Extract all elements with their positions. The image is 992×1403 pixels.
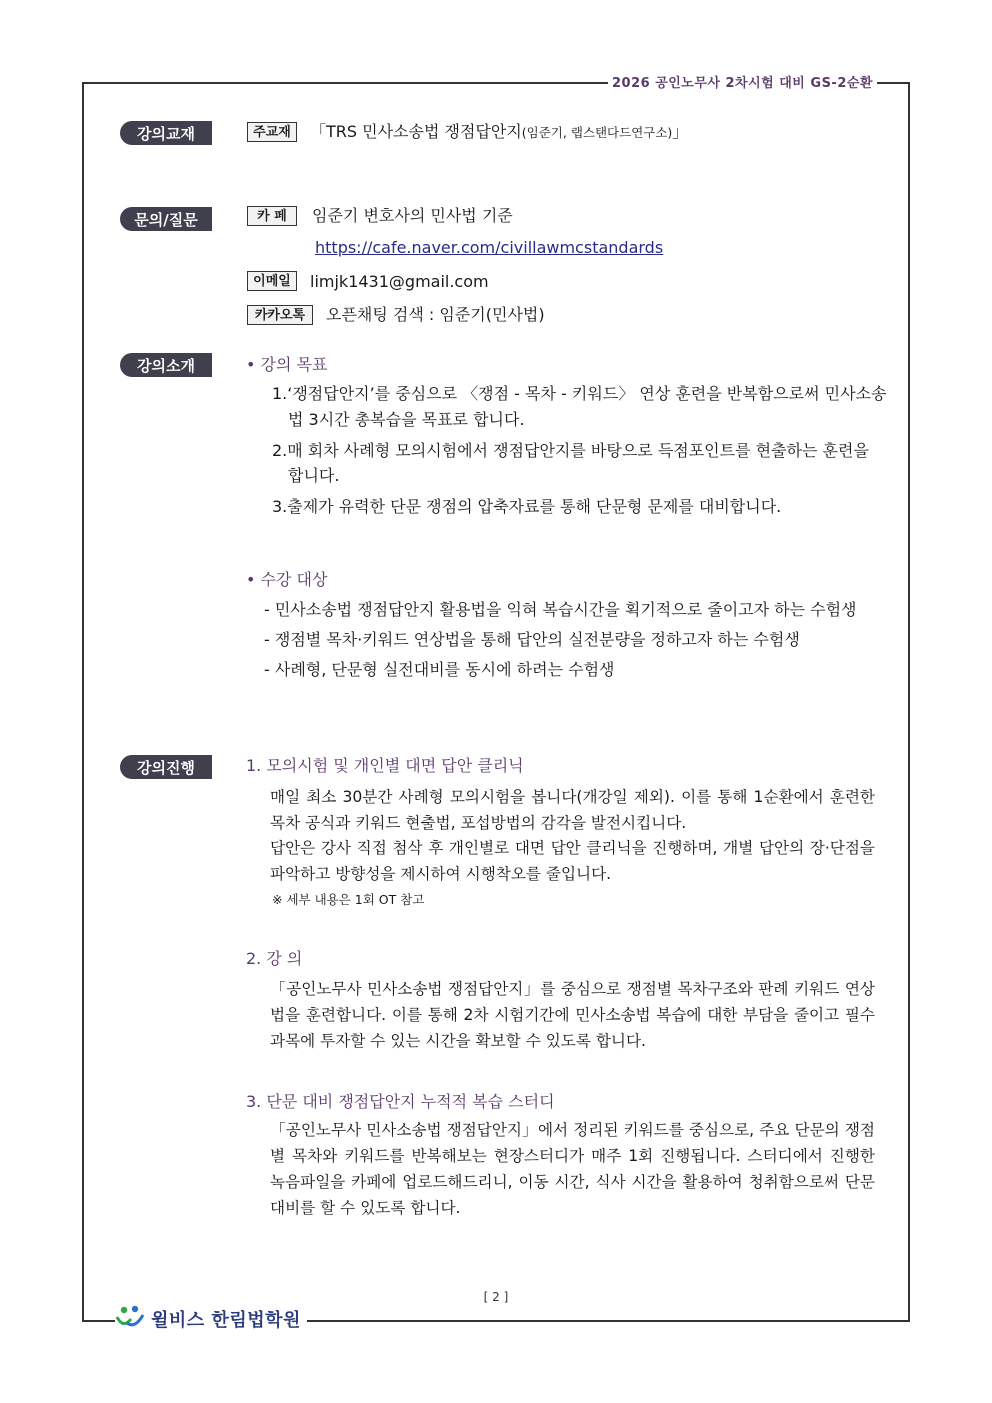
frame-left-line: [82, 82, 84, 1322]
header-title: 2026 공인노무사 2차시험 대비 GS-2순환: [608, 72, 877, 91]
cafe-name: 임준기 변호사의 민사법 기준: [312, 206, 513, 225]
tag-kakao: 카카오톡: [247, 305, 313, 325]
tag-cafe: 카 페: [247, 206, 297, 226]
target-item-2: - 쟁점별 목차·키워드 연상법을 통해 답안의 실전분량을 정하고자 하는 수험생: [264, 630, 800, 649]
kakao-text: 오픈채팅 검색 : 임준기(민사법): [326, 305, 545, 324]
target-item-1: - 민사소송법 쟁점답안지 활용법을 익혀 복습시간을 획기적으로 줄이고자 하는 수험생: [264, 600, 857, 619]
textbook-title-close: 」: [672, 122, 689, 141]
email-address[interactable]: limjk1431@gmail.com: [310, 272, 489, 291]
goal-item-1-line-2: 법 3시간 총복습을 목표로 합니다.: [288, 410, 525, 429]
tag-email: 이메일: [247, 271, 297, 291]
logo-text: 윌비스 한림법학원: [151, 1310, 301, 1331]
goal-heading: • 강의 목표: [246, 355, 328, 374]
section-badge-intro: 강의소개: [120, 353, 212, 377]
progress-paragraph-4: 「공인노무사 민사소송법 쟁점답안지」에서 정리된 키워드를 중심으로, 주요 단문의 쟁점별 목차와 키워드를 반복해보는 현장스터디가 매주 1회 진행됩니다. 스터디에서 진행한 녹음파일을 카페에 업로드해드리니, 이동 시간, 식사 시간을 활용하여 청취함으로써 단문대비를 할 수 있도록 합니다.: [270, 1121, 875, 1217]
goal-item-3: 3.출제가 유력한 단문 쟁점의 압축자료를 통해 단문형 문제를 대비합니다.: [272, 497, 782, 516]
textbook-title-main: 「TRS 민사소송법 쟁점답안지: [310, 122, 522, 141]
progress-heading-3: 3. 단문 대비 쟁점답안지 누적적 복습 스터디: [246, 1092, 555, 1111]
progress-paragraph-2: 답안은 강사 직접 첨삭 후 개인별로 대면 답안 클리닉을 진행하며, 개별 답안의 장·단점을 파악하고 방향성을 제시하여 시행착오를 줄입니다.: [270, 839, 875, 883]
cafe-url-link[interactable]: https://cafe.naver.com/civillawmcstandards: [315, 238, 664, 257]
frame-right-line: [908, 82, 910, 1322]
section-badge-progress: 강의진행: [120, 755, 212, 779]
goal-item-2-line-2: 합니다.: [288, 466, 340, 485]
section-badge-contact: 문의/질문: [120, 207, 212, 231]
progress-paragraph-1: 매일 최소 30분간 사례형 모의시험을 봅니다(개강일 제외). 이를 통해 1순환에서 훈련한 목차 공식과 키워드 현출법, 포섭방법의 감각을 발전시킵니다.: [270, 788, 875, 832]
progress-heading-1: 1. 모의시험 및 개인별 대면 답안 클리닉: [246, 756, 524, 775]
progress-note: ※ 세부 내용은 1회 OT 참고: [272, 892, 425, 907]
textbook-title: [310, 119, 688, 146]
people-logo-icon: [115, 1305, 145, 1333]
progress-paragraph-3: 「공인노무사 민사소송법 쟁점답안지」를 중심으로 쟁점별 목차구조와 판례 키워드 연상법을 훈련합니다. 이를 통해 2차 시험기간에 민사소송법 복습에 대한 부담을 줄이고 필수과목에 투자할 수 있는 시간을 확보할 수 있도록 합니다.: [270, 980, 875, 1050]
goal-item-2-line-1: 2.매 회차 사례형 모의시험에서 쟁점답안지를 바탕으로 득점포인트를 현출하는 훈련을: [272, 441, 869, 460]
section-badge-textbook: 강의교재: [120, 121, 212, 145]
textbook-title-author: (임준기, 랩스탠다드연구소): [521, 125, 673, 140]
footer-logo: [115, 1305, 307, 1333]
tag-main-textbook: 주교재: [247, 122, 297, 142]
goal-item-1-line-1: 1.‘쟁점답안지’를 중심으로 〈쟁점 - 목차 - 키워드〉 연상 훈련을 반복함으로써 민사소송: [272, 384, 887, 403]
target-heading: • 수강 대상: [246, 570, 328, 589]
progress-heading-2: 2. 강 의: [246, 949, 303, 968]
page-number: [ 2 ]: [483, 1290, 509, 1304]
target-item-3: - 사례형, 단문형 실전대비를 동시에 하려는 수험생: [264, 660, 615, 679]
